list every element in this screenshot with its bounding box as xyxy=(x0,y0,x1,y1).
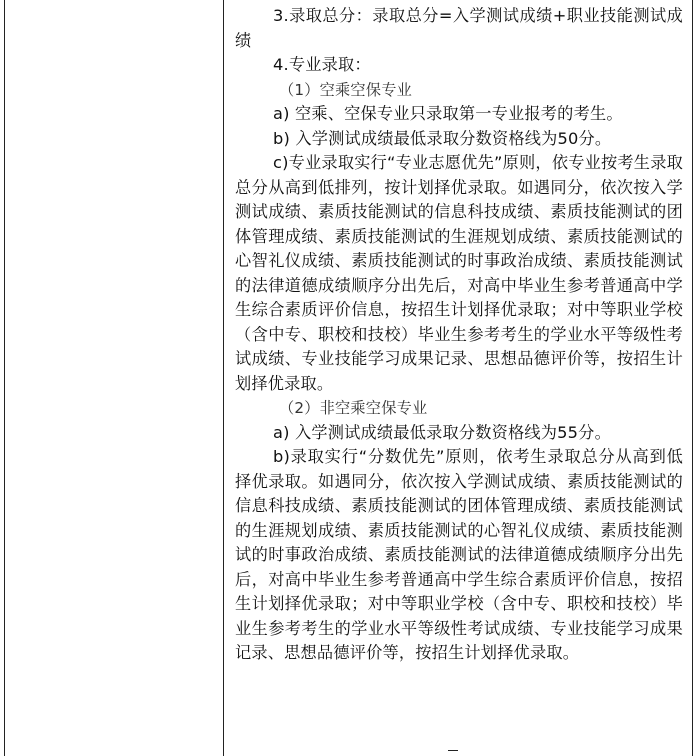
score-preference-rule: b)录取实行“分数优先”原则，依考生录取总分从高到低择优录取。如遇同分，依次按入学测试成绩、素质技能测试的信息科技成绩、素质技能测试的团体管理成绩、素质技能测试的生涯规划成绩、素质技能测试的心智礼仪成绩、素质技能测试的时事政治成绩、素质技能测试的法律道德成绩顺序分出先后，对高中毕业生参考普通高中学生综合素质评价信息，按招生计划择优录取；对中等职业学校（含中专、职校和技校）毕业生参考考生的学业水平等级性考试成绩、专业技能学习成果记录、思想品德评价等，按招生计划择优录取。 xyxy=(235,447,683,662)
major-admission-heading: 4.专业录取： xyxy=(273,55,371,74)
non-flight-attendant-subheading: （2）非空乘空保专业 xyxy=(279,399,428,417)
min-score-50-rule: b) 入学测试成绩最低录取分数资格线为50分。 xyxy=(273,128,612,148)
total-score-paragraph: 3.录取总分：录取总分=入学测试成绩+职业技能测试成绩 xyxy=(235,6,683,50)
min-score-55-rule: a) 入学测试成绩最低录取分数资格线为55分。 xyxy=(273,422,611,442)
table-column-divider xyxy=(223,0,224,756)
flight-attendant-subheading: （1）空乘空保专业 xyxy=(279,80,412,99)
table-fragment-mark xyxy=(448,750,458,756)
admission-rules-cell xyxy=(235,4,683,666)
first-choice-rule: a) 空乘、空保专业只录取第一专业报考的考生。 xyxy=(273,104,623,123)
major-preference-rule: c)专业录取实行“专业志愿优先”原则，依专业按考生录取总分从高到低排列，按计划择优录取。如遇同分，依次按入学测试成绩、素质技能测试的信息科技成绩、素质技能测试的团体管理成绩、素质技能测试的生涯规划成绩、素质技能测试的心智礼仪成绩、素质技能测试的时事政治成绩、素质技能测试的法律道德成绩顺序分出先后，对高中毕业生参考普通高中学生综合素质评价信息，按招生计划择优录取；对中等职业学校（含中专、职校和技校）毕业生参考考生的学业水平等级性考试成绩、专业技能学习成果记录、思想品德评价等，按招生计划择优录取。 xyxy=(235,153,683,393)
